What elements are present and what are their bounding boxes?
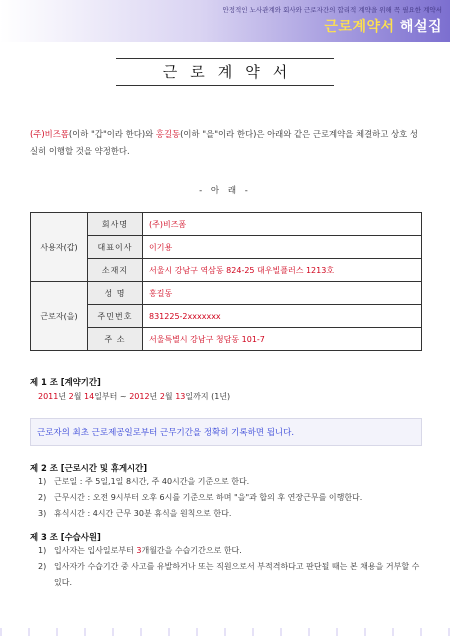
article-3-items [38, 543, 428, 591]
banner-brand [324, 16, 442, 36]
period-text: 년 [58, 392, 69, 401]
worker-group-label: 근로자(을) [31, 282, 88, 351]
field-value: (주)비즈폼 [143, 213, 422, 236]
item-text: 근로일 : 주 5일,1일 8시간, 주 40시간을 기준으로 한다. [54, 477, 250, 486]
table-row [31, 213, 422, 236]
banner-subtitle: 안정적인 노사관계와 회사와 근로자간의 합리적 계약을 위해 꼭 필요한 계약서 [222, 6, 442, 14]
period-text: 일까지 (1년) [185, 392, 231, 401]
article-2-heading: 제 2 조 [근로시간 및 휴게시간] [30, 463, 148, 473]
item-text: 개월간을 수습기간으로 한다. [141, 546, 242, 555]
employer-group-label: 사용자(갑) [31, 213, 88, 282]
contract-period-line [38, 391, 230, 402]
field-value: 831225-2xxxxxxx [143, 305, 422, 328]
list-item [38, 543, 428, 559]
list-item [38, 506, 428, 522]
table-row [31, 328, 422, 351]
field-value: 이기용 [143, 236, 422, 259]
item-text: 입사자는 입사일로부터 [54, 546, 137, 555]
field-label: 소재지 [88, 259, 143, 282]
item-number: 3) [38, 509, 47, 518]
item-text: 근무시간 : 오전 9시부터 오후 6시를 기준으로 하며 "을"과 합의 후 연장근무를 이행한다. [54, 493, 363, 502]
table-row [31, 305, 422, 328]
item-number: 1) [38, 546, 47, 555]
field-label: 주민번호 [88, 305, 143, 328]
field-value: 서울시 강남구 역삼동 824-25 대우빌플러스 1213호 [143, 259, 422, 282]
item-number: 1) [38, 477, 47, 486]
field-label: 성 명 [88, 282, 143, 305]
period-text: 년 [149, 392, 160, 401]
field-value: 서울특별시 강남구 청담동 101-7 [143, 328, 422, 351]
table-row [31, 236, 422, 259]
item-text: 입사자가 수습기간 중 사고를 유발하거나 또는 직원으로서 부적격하다고 판단될 때는 본 채용을 거부할 수 있다. [54, 562, 420, 587]
list-item [38, 474, 428, 490]
brand-part-b: 해설집 [399, 19, 442, 35]
start-year: 2011 [38, 392, 59, 401]
field-label: 주 소 [88, 328, 143, 351]
end-month: 2 [159, 392, 165, 401]
list-item [38, 559, 428, 591]
period-text: 월 [164, 392, 176, 401]
intro-company: (주)비즈폼 [30, 129, 69, 139]
table-row [31, 282, 422, 305]
article-1-heading: 제 1 조 [계약기간] [30, 377, 101, 387]
field-label: 대표이사 [88, 236, 143, 259]
document-title-box [116, 58, 334, 86]
parties-table [30, 212, 422, 351]
probation-months: 3 [136, 546, 142, 555]
guidance-text: 근로자의 최초 근로제공일로부터 근무기간을 정확히 기록하면 됩니다. [37, 428, 295, 438]
footer-decoration [0, 628, 450, 636]
start-month: 2 [68, 392, 74, 401]
item-number: 2) [38, 493, 47, 502]
field-label: 회사명 [88, 213, 143, 236]
start-day: 14 [84, 392, 95, 401]
field-value: 홍길동 [143, 282, 422, 305]
intro-worker: 홍길동 [155, 129, 181, 139]
period-text: 월 [73, 392, 85, 401]
intro-text-1: (이하 "갑"이라 한다)와 [68, 129, 156, 139]
intro-text-2: (이하 "을"이라 한다)은 아래와 같은 근로계약을 체결하고 상호 성실히 이행할 것을 약정한다. [30, 129, 418, 156]
item-number: 2) [38, 562, 47, 571]
header-banner [0, 0, 450, 42]
end-year: 2012 [129, 392, 150, 401]
period-text: 일부터 ~ [94, 392, 130, 401]
item-text: 휴식시간 : 4시간 근무 30분 휴식을 원칙으로 한다. [54, 509, 232, 518]
table-row [31, 259, 422, 282]
end-day: 13 [175, 392, 186, 401]
list-item [38, 490, 428, 506]
article-2-items [38, 474, 428, 522]
intro-paragraph [30, 126, 422, 160]
document-title: 근로계약서 [162, 63, 301, 81]
section-subtitle: - 아 래 - [199, 186, 251, 196]
guidance-note [30, 418, 422, 446]
article-3-heading: 제 3 조 [수습사원] [30, 532, 101, 542]
brand-part-a: 근로계약서 [324, 19, 395, 35]
